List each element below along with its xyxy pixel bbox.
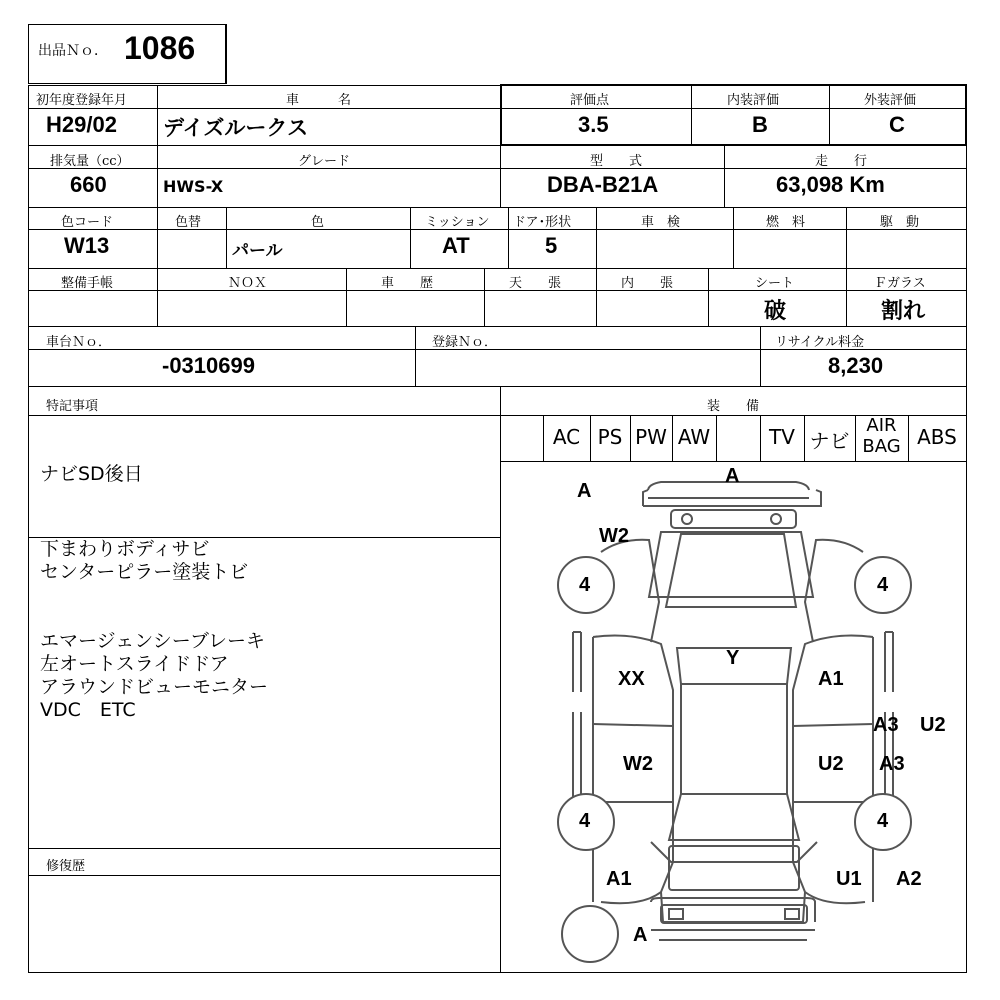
recycle-fee-value: 8,230: [828, 353, 884, 378]
color-code-value: W13: [64, 233, 110, 258]
note-line-3: センターピラー塗装トビ: [40, 561, 249, 583]
first-registration-value: H29/02: [46, 112, 117, 137]
door-shape-value: 5: [545, 233, 558, 258]
chassis-number-label: 車台Ｎｏ．: [46, 335, 112, 350]
equipment-abs: ABS: [917, 425, 957, 449]
mark-right-rear-a3: A3: [879, 753, 905, 775]
car-name-value: デイズルークス: [163, 117, 309, 140]
front-glass-label: Ｆガラス: [874, 276, 926, 291]
note-line-1: ナビSD後日: [40, 463, 143, 485]
maintenance-record-label: 整備手帳: [61, 276, 114, 291]
note-line-6: アラウンドビューモニター: [40, 676, 269, 698]
equipment-navi: ナビ: [809, 429, 850, 453]
mark-windshield: W2: [599, 525, 629, 547]
repaint-label: 色替: [175, 215, 202, 230]
front-glass-value: 割れ: [881, 298, 926, 323]
mark-right-rear-quarter: U1: [836, 868, 862, 890]
grade-label: グレード: [298, 154, 351, 169]
displacement-value: 660: [70, 172, 107, 197]
model-code-value: DBA-B21A: [547, 172, 659, 197]
color-label: 色: [311, 215, 325, 230]
door-shape-label: ドア･形状: [513, 215, 572, 230]
score-label: 評価点: [570, 93, 610, 108]
car-name-label: 車 名: [286, 93, 352, 108]
lot-label: 出品Ｎｏ．: [38, 43, 108, 59]
first-registration-label: 初年度登録年月: [36, 93, 128, 108]
mark-tire-front-right: 4: [877, 574, 889, 596]
registration-number-label: 登録Ｎｏ．: [432, 335, 498, 350]
equipment-ps: PS: [597, 425, 623, 449]
mark-left-front-door: XX: [618, 668, 645, 690]
spare-tire: [562, 906, 618, 962]
mark-left-rear-quarter: A1: [606, 868, 632, 890]
seat-label: シート: [755, 276, 795, 291]
mark-front-bumper: A: [725, 465, 740, 487]
nox-label: ＮＯＸ: [228, 276, 268, 291]
interior-grade-label: 内装評価: [727, 93, 780, 108]
equipment-aw: AW: [677, 425, 711, 449]
inspection-label: 車 検: [641, 215, 681, 230]
fuel-label: 燃 料: [766, 215, 806, 230]
notes-label: 特記事項: [46, 399, 99, 414]
note-line-4: エマージェンシーブレーキ: [40, 630, 266, 652]
displacement-label: 排気量（cc）: [50, 154, 130, 169]
chassis-number-value: -0310699: [162, 353, 255, 378]
note-line-2: 下まわりボディサビ: [40, 538, 210, 560]
equipment-airbag-top: AIR: [866, 415, 897, 436]
drive-label: 駆 動: [880, 215, 920, 230]
seat-value: 破: [764, 298, 787, 323]
equipment-ac: AC: [552, 425, 581, 449]
mark-front-left-corner: A: [577, 480, 592, 502]
equipment-pw: PW: [635, 425, 667, 449]
recycle-fee-label: リサイクル料金: [775, 335, 865, 350]
grade-value: HWS-X: [163, 177, 224, 196]
mark-left-rear-door: W2: [623, 753, 653, 775]
mark-tire-rear-left: 4: [579, 810, 591, 832]
mark-tire-rear-right: 4: [877, 810, 889, 832]
vehicle-history-label: 車 歴: [381, 276, 434, 291]
mark-roof: Y: [726, 647, 740, 669]
transmission-label: ミッション: [425, 215, 490, 230]
equipment-tv: TV: [769, 425, 795, 449]
equipment-airbag-bottom: BAG: [862, 436, 901, 457]
note-line-5: 左オートスライドドア: [40, 653, 229, 675]
transmission-value: AT: [442, 233, 470, 258]
mark-rear-bumper: A: [633, 924, 648, 946]
color-value: パール: [232, 241, 283, 261]
mark-tire-front-left: 4: [579, 574, 591, 596]
interior-grade-value: B: [752, 112, 768, 137]
mark-right-front-door: A1: [818, 668, 844, 690]
headliner-label: 天 張: [509, 276, 562, 291]
color-code-label: 色コード: [61, 215, 114, 230]
exterior-grade-label: 外装評価: [864, 93, 917, 108]
inner-trim-label: 内 張: [621, 276, 674, 291]
mileage-value: 63,098 Km: [776, 172, 885, 197]
equipment-label: 装 備: [707, 399, 760, 414]
mark-right-rear-door: U2: [818, 753, 844, 775]
score-value: 3.5: [578, 112, 609, 137]
note-line-7: VDC ETC: [40, 699, 136, 721]
lot-number: 1086: [124, 30, 196, 66]
mark-right-pillar-u2: U2: [920, 714, 946, 736]
mileage-label: 走 行: [815, 154, 868, 169]
mark-right-rear-corner: A2: [896, 868, 922, 890]
model-code-label: 型 式: [590, 154, 643, 169]
mark-right-pillar-a3: A3: [873, 714, 899, 736]
repair-history-label: 修復歴: [46, 859, 86, 874]
exterior-grade-value: C: [889, 112, 905, 137]
